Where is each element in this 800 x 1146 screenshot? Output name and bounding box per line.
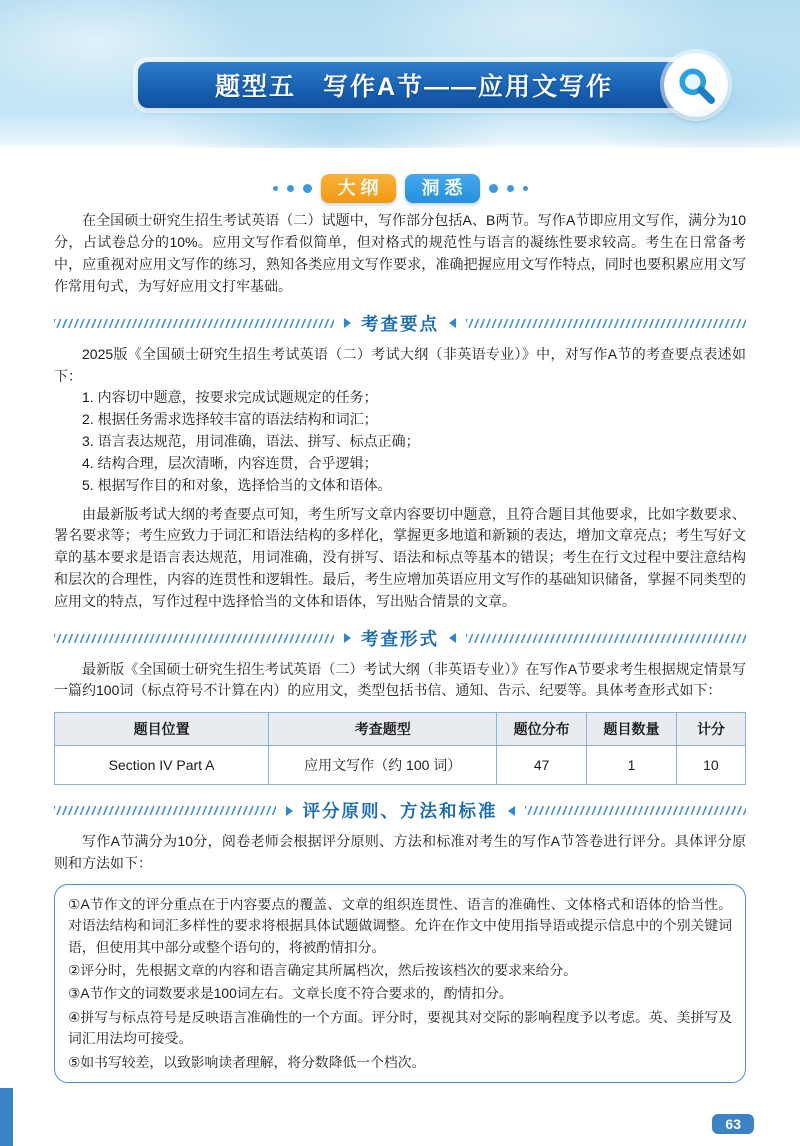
section-title: 考查形式 [361, 628, 439, 649]
dot-icon [523, 186, 528, 191]
exam-format-lead: 最新版《全国硕士研究生招生考试英语（二）考试大纲（非英语专业）》在写作A节要求考生根据规定情景写一篇约100词（标点符号不计算在内）的应用文，类型包括书信、通知、告示、纪要等。具体考查形式如下： [54, 660, 746, 699]
key-points-analysis: 由最新版考试大纲的考查要点可知，考生所写文章内容要切中题意，且符合题目其他要求，比如字数要求、署名要求等；考生应致力于词汇和语法结构的多样化，掌握更多地道和新颖的表达，增加文章亮点；考生写好文章的基本要求是语言表达规范，用词准确，没有拼写、语法和标点等基本的错误；考生在行文过程中要注意结构和层次的合理性，内容的连贯性和逻辑性。最后，考生应增加英语应用文写作的基础知识储备，掌握不同类型的应用文的特点，写作过程中选择恰当的文体和语体，写出贴合情景的文章。 [54, 505, 746, 609]
list-item: 1. 内容切中题意，按要求完成试题规定的任务； [82, 389, 378, 406]
column-header: 计分 [676, 713, 745, 746]
hatch-rule-icon [54, 806, 276, 815]
chevron-left-icon [449, 633, 456, 643]
section-header-scoring [54, 798, 746, 823]
table-cell: 应用文写作（约 100 词） [269, 746, 497, 785]
section-title: 评分原则、方法和标准 [302, 801, 498, 822]
table-cell: 47 [497, 746, 587, 785]
dot-icon [287, 185, 294, 192]
hatch-rule-icon [525, 806, 747, 815]
scoring-rules-box [54, 884, 746, 1083]
list-item: 2. 根据任务需求选择较丰富的语法结构和词汇； [82, 411, 378, 428]
chevron-right-icon [344, 633, 351, 643]
list-item: 3. 语言表达规范，用词准确，语法、拼写、标点正确； [82, 433, 420, 450]
table-cell: Section IV Part A [55, 746, 269, 785]
hatch-rule-icon [466, 319, 746, 328]
hatch-rule-icon [54, 319, 334, 328]
magnifier-icon [664, 53, 728, 117]
page-number: 63 [712, 1114, 754, 1134]
scoring-rule: ②评分时，先根据文章的内容和语言确定其所属档次，然后按该档次的要求来给分。 [68, 963, 578, 979]
key-points-lead: 2025版《全国硕士研究生招生考试英语（二）考试大纲（非英语专业）》中，对写作A节的考查要点表述如下： [54, 345, 746, 384]
scoring-rule: ③A节作文的词数要求是100词左右。文章长度不符合要求的，酌情扣分。 [68, 986, 513, 1002]
chevron-right-icon [286, 806, 293, 816]
column-header: 题位分布 [497, 713, 587, 746]
chevron-right-icon [344, 318, 351, 328]
chevron-left-icon [508, 806, 515, 816]
list-item: 5. 根据写作目的和对象，选择恰当的文体和语体。 [82, 476, 392, 493]
exam-format-table [54, 712, 746, 785]
chevron-left-icon [449, 318, 456, 328]
hatch-rule-icon [54, 634, 334, 643]
outline-badge-row [54, 174, 746, 203]
dot-icon [273, 186, 278, 191]
dot-icon [489, 184, 498, 193]
scoring-rule: ①A节作文的评分重点在于内容要点的覆盖、文章的组织连贯性、语言的准确性、文体格式和语体的恰当性。对语法结构和词汇多样性的要求将根据具体试题做调整。允许在作文中使用指导语或提示信息中的个别关键词语，但使用其中部分或整个语句的，将被酌情扣分。 [68, 896, 732, 955]
intro-paragraph: 在全国硕士研究生招生考试英语（二）试题中，写作部分包括A、B两节。写作A节即应用文写作，满分为10分，占试卷总分的10%。应用文写作看似简单，但对格式的规范性与语言的凝练性要求较高。考生在日常备考中，应重视对应用文写作的练习，熟知各类应用文写作要求，准确把握应用文写作特点，同时也要积累应用文写作常用句式，为写好应用文打牢基础。 [54, 212, 746, 294]
list-item: 4. 结构合理，层次清晰，内容连贯，合乎逻辑； [82, 454, 378, 471]
table-cell: 1 [587, 746, 677, 785]
table-row [55, 746, 746, 785]
column-header: 考查题型 [269, 713, 497, 746]
column-header: 题目位置 [55, 713, 269, 746]
section-header-exam-format [54, 626, 746, 651]
table-header-row [55, 713, 746, 746]
chapter-banner [0, 0, 800, 148]
key-points-list [54, 387, 746, 496]
left-accent-bar [0, 1088, 13, 1146]
section-header-key-points [54, 311, 746, 336]
chapter-title-bar [138, 62, 690, 108]
outline-badge-left: 大纲 [321, 174, 396, 203]
scoring-lead: 写作A节满分为10分，阅卷老师会根据评分原则、方法和标准对考生的写作A节答卷进行评分。具体评分原则和方法如下： [54, 833, 746, 872]
scoring-rule: ④拼写与标点符号是反映语言准确性的一个方面。评分时，要视其对交际的影响程度予以考虑。英、美拼写及词汇用法均可接受。 [68, 1009, 732, 1047]
table-cell: 10 [676, 746, 745, 785]
hatch-rule-icon [466, 634, 746, 643]
dot-icon [507, 185, 514, 192]
chapter-title: 题型五 写作A节——应用文写作 [214, 73, 614, 101]
dot-icon [303, 184, 312, 193]
column-header: 题目数量 [587, 713, 677, 746]
outline-badge-right: 洞悉 [405, 174, 480, 203]
page-content [0, 174, 800, 1083]
scoring-rule: ⑤如书写较差，以致影响读者理解，将分数降低一个档次。 [68, 1054, 426, 1070]
section-title: 考查要点 [361, 313, 439, 334]
